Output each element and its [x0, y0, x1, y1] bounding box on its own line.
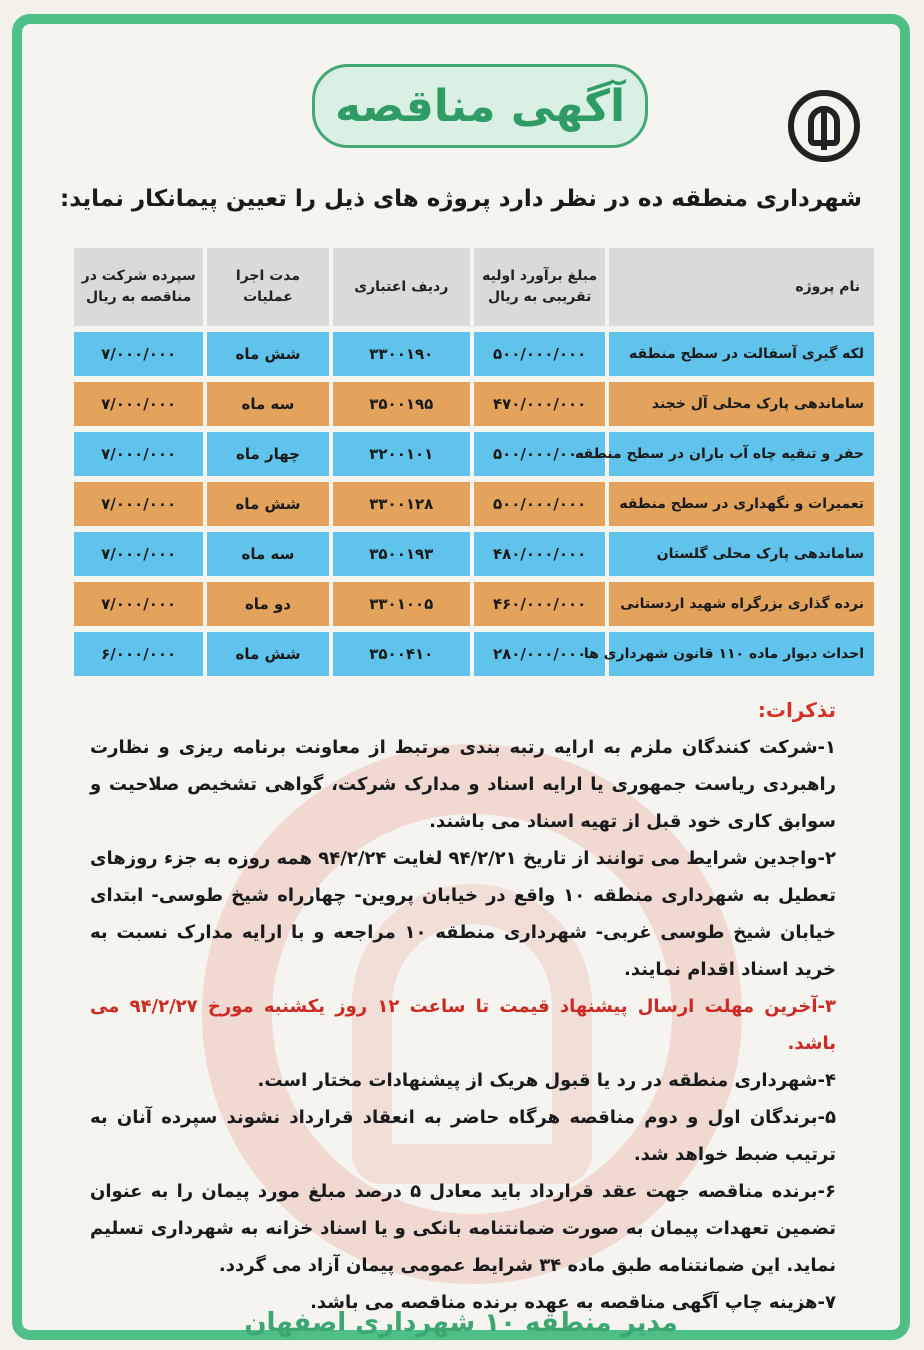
project-name: ساماندهی پارک محلی گلستان: [609, 532, 874, 576]
project-deposit: ۷/۰۰۰/۰۰۰: [74, 582, 203, 626]
project-deposit: ۶/۰۰۰/۰۰۰: [74, 632, 203, 676]
note-item: ۵-برندگان اول و دوم مناقصه هرگاه حاضر به انعقاد قرارداد نشوند سپرده آنان به ترتیب ضبط خواهد شد.: [90, 1107, 836, 1165]
project-estimate: ۲۸۰/۰۰۰/۰۰۰: [474, 632, 605, 676]
col-header-project-name: نام پروژه: [609, 248, 874, 326]
table-header-row: [74, 248, 874, 326]
col-header-estimate: مبلغ برآورد اولیه تقریبی به ریال: [474, 248, 605, 326]
notes-label: تذکرات:: [757, 698, 836, 722]
project-credit-row: ۳۵۰۰۱۹۵: [333, 382, 470, 426]
ad-frame: [12, 14, 910, 1340]
note-item: ۷-هزینه چاپ آگهی مناقصه به عهده برنده مناقصه می باشد.: [310, 1292, 836, 1313]
page-title: آگهی مناقصه: [334, 80, 626, 132]
note-item: ۶-برنده مناقصه جهت عقد قرارداد باید معادل ۵ درصد مبلغ مورد پیمان را به عنوان تضمین تعهدات پیمان به صورت ضمانتنامه بانکی و یا اسناد خزانه به شهرداری تسلیم نماید. این ضمانتنامه طبق ماده ۳۴ شرایط عمومی پیمان آزاد می گردد.: [90, 1181, 836, 1276]
project-name: حفر و تنقیه چاه آب باران در سطح منطقه: [609, 432, 874, 476]
project-credit-row: ۳۳۰۱۰۰۵: [333, 582, 470, 626]
project-name: نرده گذاری بزرگراه شهید اردستانی: [609, 582, 874, 626]
footer-signature: مدیر منطقه ۱۰ شهرداری اصفهان: [244, 1308, 678, 1338]
logo-bar: [821, 106, 827, 150]
table-row: [74, 532, 874, 576]
project-deposit: ۷/۰۰۰/۰۰۰: [74, 432, 203, 476]
project-estimate: ۵۰۰/۰۰۰/۰۰۰: [474, 432, 605, 476]
project-duration: شش ماه: [207, 632, 328, 676]
project-credit-row: ۳۵۰۰۱۹۳: [333, 532, 470, 576]
project-deposit: ۷/۰۰۰/۰۰۰: [74, 532, 203, 576]
table-row: [74, 432, 874, 476]
project-duration: شش ماه: [207, 482, 328, 526]
municipality-logo-icon: [788, 90, 860, 162]
project-estimate: ۴۸۰/۰۰۰/۰۰۰: [474, 532, 605, 576]
table-row: [74, 632, 874, 676]
note-item-deadline: ۳-آخرین مهلت ارسال پیشنهاد قیمت تا ساعت ۱۲ روز یکشنبه مورخ ۹۴/۲/۲۷ می باشد.: [90, 996, 836, 1054]
col-header-duration: مدت اجرا عملیات: [207, 248, 328, 326]
project-credit-row: ۳۵۰۰۴۱۰: [333, 632, 470, 676]
table-row: [74, 332, 874, 376]
project-credit-row: ۳۲۰۰۱۰۱: [333, 432, 470, 476]
notes-section: [90, 692, 836, 1321]
project-duration: دو ماه: [207, 582, 328, 626]
project-name: تعمیرات و نگهداری در سطح منطقه: [609, 482, 874, 526]
table-row: [74, 382, 874, 426]
project-estimate: ۵۰۰/۰۰۰/۰۰۰: [474, 482, 605, 526]
project-deposit: ۷/۰۰۰/۰۰۰: [74, 382, 203, 426]
intro-text: شهرداری منطقه ده در نظر دارد پروژه های ذیل را تعیین پیمانکار نماید:: [60, 186, 862, 212]
project-duration: چهار ماه: [207, 432, 328, 476]
project-credit-row: ۳۳۰۰۱۹۰: [333, 332, 470, 376]
project-duration: سه ماه: [207, 532, 328, 576]
col-header-deposit: سپرده شرکت در مناقصه به ریال: [74, 248, 203, 326]
project-duration: سه ماه: [207, 382, 328, 426]
project-estimate: ۵۰۰/۰۰۰/۰۰۰: [474, 332, 605, 376]
table-row: [74, 582, 874, 626]
header: [22, 24, 900, 174]
project-name: ساماندهی پارک محلی آل خجند: [609, 382, 874, 426]
title-box: [312, 64, 648, 148]
table-row: [74, 482, 874, 526]
note-item: ۱-شرکت کنندگان ملزم به ارایه رتبه بندی مرتبط از معاونت برنامه ریزی و نظارت راهبردی ریاست جمهوری یا ارایه اسناد و مدارک شرکت، گواهی تشخیص صلاحیت و سوابق کاری خود قبل از تهیه اسناد می باشند.: [90, 737, 836, 832]
project-name: احداث دیوار ماده ۱۱۰ قانون شهرداری ها: [609, 632, 874, 676]
project-name: لکه گیری آسفالت در سطح منطقه: [609, 332, 874, 376]
note-item: ۴-شهرداری منطقه در رد یا قبول هریک از پیشنهادات مختار است.: [257, 1070, 836, 1091]
project-estimate: ۴۶۰/۰۰۰/۰۰۰: [474, 582, 605, 626]
project-deposit: ۷/۰۰۰/۰۰۰: [74, 332, 203, 376]
project-estimate: ۴۷۰/۰۰۰/۰۰۰: [474, 382, 605, 426]
projects-table: [70, 242, 878, 682]
note-item: ۲-واجدین شرایط می توانند از تاریخ ۹۴/۲/۲۱ لغایت ۹۴/۲/۲۴ همه روزه به جزء روزهای تعطیل به شهرداری منطقه ۱۰ واقع در خیابان پروین- چهارراه شیخ طوسی- ابتدای خیابان شیخ طوسی غربی- شهرداری منطقه ۱۰ مراجعه و با ارایه مدارک نسبت به خرید اسناد اقدام نمایند.: [90, 848, 837, 980]
project-credit-row: ۳۳۰۰۱۲۸: [333, 482, 470, 526]
project-duration: شش ماه: [207, 332, 328, 376]
col-header-credit-row: ردیف اعتباری: [333, 248, 470, 326]
project-deposit: ۷/۰۰۰/۰۰۰: [74, 482, 203, 526]
